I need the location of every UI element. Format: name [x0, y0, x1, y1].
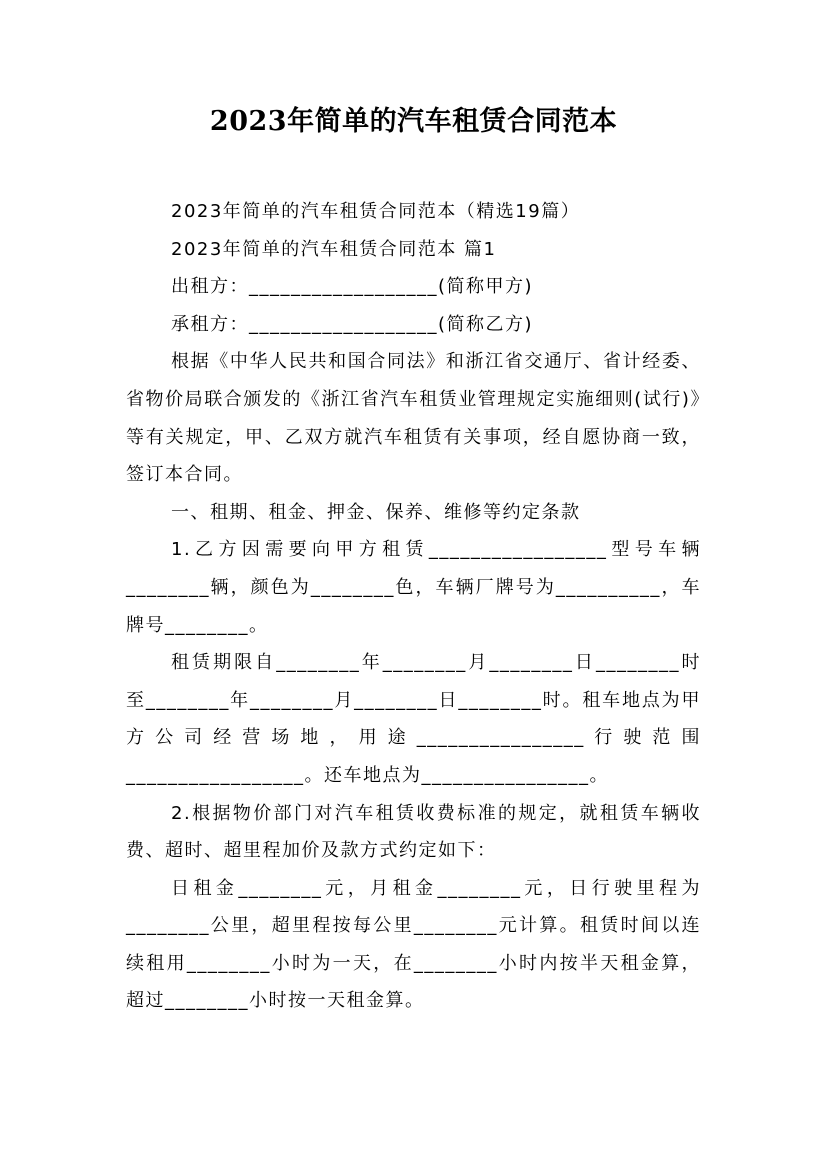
- paragraph-preamble: 根据《中华人民共和国合同法》和浙江省交通厅、省计经委、省物价局联合颁发的《浙江省汽车租赁业管理规定实施细则(试行)》等有关规定，甲、乙双方就汽车租赁有关事项，经自愿协商一致，签订本合同。: [126, 351, 701, 486]
- document-title: 2023年简单的汽车租赁合同范本: [209, 106, 618, 137]
- paragraph-clause-2: 2.根据物价部门对汽车租赁收费标准的规定，就租赁车辆收费、超时、超里程加价及款方式约定如下：: [126, 802, 701, 862]
- paragraph-lease-period: 租赁期限自________年________月________日________时至________年________月________日________时。租车地点为甲方公司经营场地，用途________________行驶范围_________________。还车地点为________________。: [126, 652, 701, 786]
- paragraph-part-heading: 2023年简单的汽车租赁合同范本 篇1: [171, 238, 497, 260]
- paragraph-subtitle: 2023年简单的汽车租赁合同范本（精选19篇）: [171, 201, 581, 222]
- document-body: [126, 193, 701, 1020]
- paragraph-lessee: 承租方：__________________(简称乙方): [171, 313, 534, 335]
- paragraph-section-one-heading: 一、租期、租金、押金、保养、维修等约定条款: [171, 501, 581, 523]
- paragraph-rent-terms: 日租金________元，月租金________元，日行驶里程为________公里，超里程按每公里________元计算。租赁时间以连续租用________小时为一天，在________小时内按半天租金算，超过________小时按一天租金算。: [126, 877, 701, 1012]
- paragraph-lessor: 出租方：__________________(简称甲方): [171, 276, 534, 298]
- paragraph-clause-1: 1.乙方因需要向甲方租赁_________________型号车辆________辆，颜色为________色，车辆厂牌号为__________，车牌号________。: [126, 539, 701, 636]
